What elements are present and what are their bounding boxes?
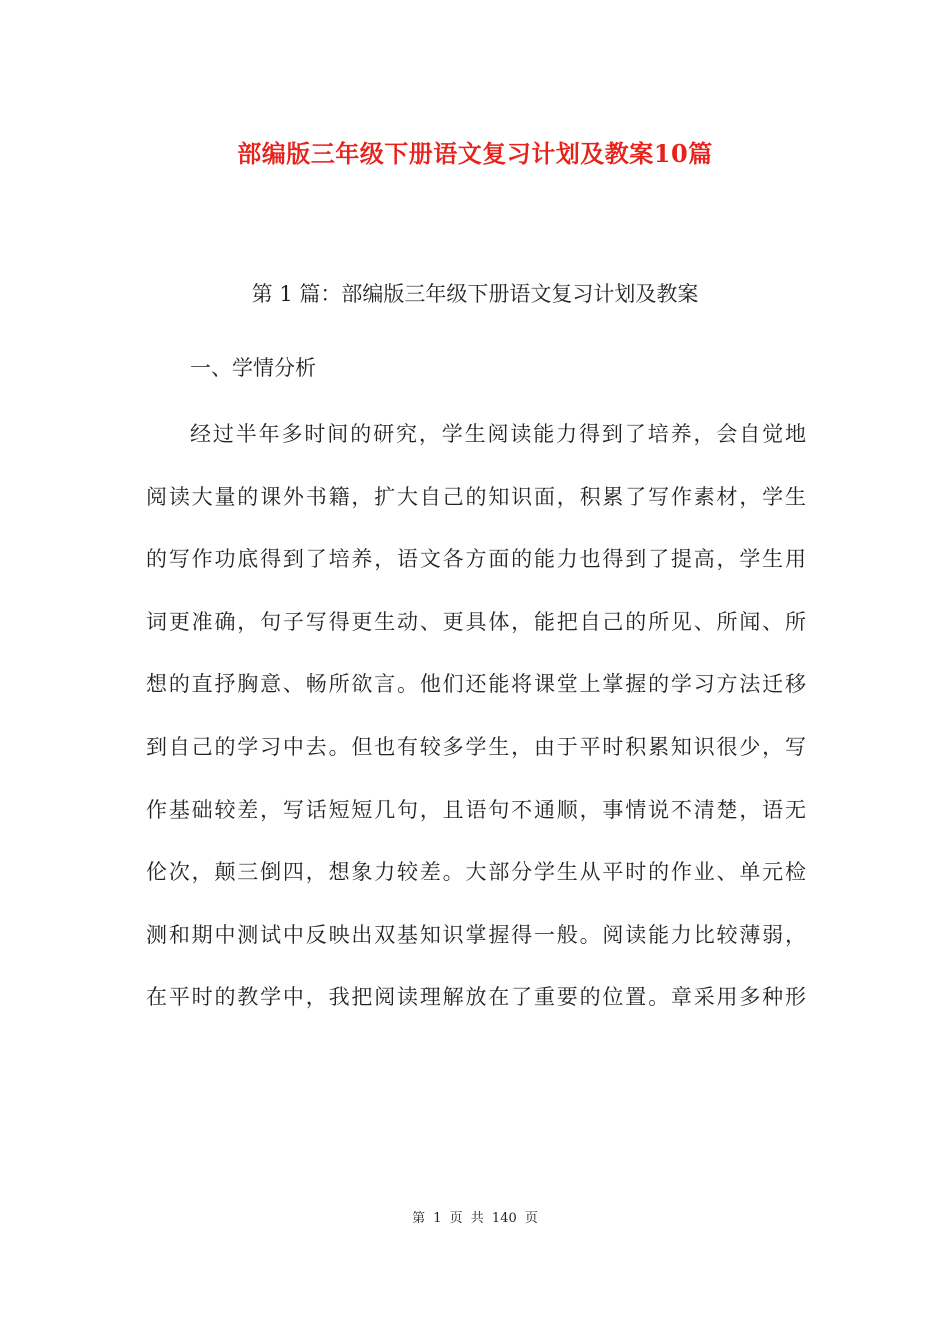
body-line: 测和期中测试中反映出双基知识掌握得一般。阅读能力比较薄弱， (146, 922, 806, 947)
body-line: 作基础较差，写话短短几句，且语句不通顺，事情说不清楚，语无 (146, 797, 806, 822)
document-title: 部编版三年级下册语文复习计划及教案10篇 (237, 139, 713, 168)
body-line: 到自己的学习中去。但也有较多学生，由于平时积累知识很少，写 (146, 734, 806, 759)
body-paragraph (146, 416, 806, 1042)
page-number-footer: 第 1 页 共 140 页 (412, 1211, 538, 1226)
body-line: 词更准确，句子写得更生动、更具体，能把自己的所见、所闻、所 (146, 609, 806, 634)
body-line: 想的直抒胸意、畅所欲言。他们还能将课堂上掌握的学习方法迁移 (146, 672, 806, 697)
body-line: 阅读大量的课外书籍，扩大自己的知识面，积累了写作素材，学生 (146, 484, 806, 509)
body-line: 伦次，颠三倒四，想象力较差。大部分学生从平时的作业、单元检 (146, 860, 806, 885)
body-line: 在平时的教学中，我把阅读理解放在了重要的位置。章采用多种形 (146, 985, 806, 1010)
subheading-learning-analysis: 一、学情分析 (190, 356, 316, 380)
section-heading: 第 1 篇：部编版三年级下册语文复习计划及教案 (251, 282, 699, 306)
body-line: 经过半年多时间的研究，学生阅读能力得到了培养，会自觉地 (190, 422, 806, 446)
body-line: 的写作功底得到了培养，语文各方面的能力也得到了提高，学生用 (146, 547, 806, 572)
